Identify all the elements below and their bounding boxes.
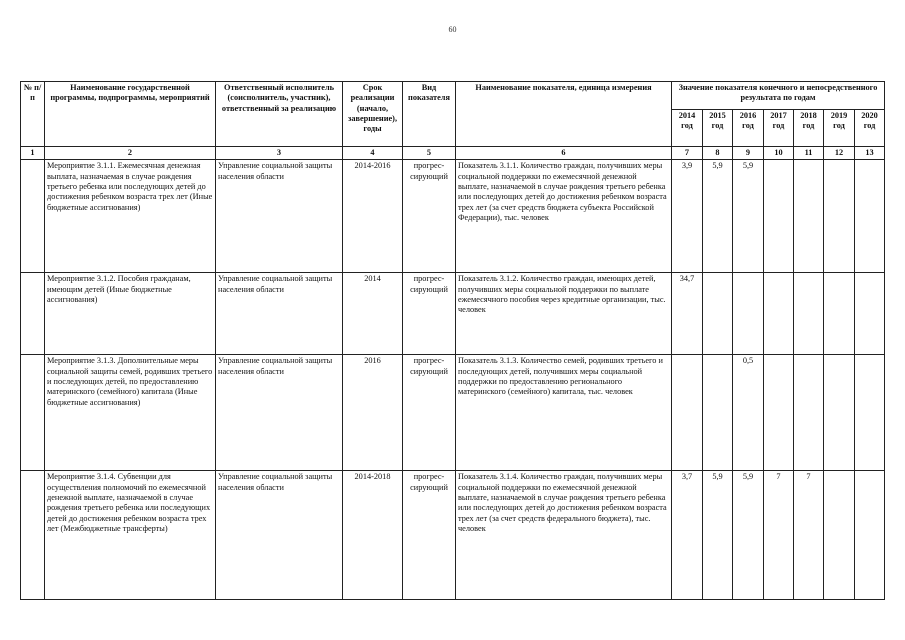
value-2014: 34,7 [672, 273, 703, 355]
row-num [21, 471, 45, 600]
value-2017: 7 [764, 471, 794, 600]
responsible-executor: Управление социальной защиты населения области [216, 160, 343, 273]
value-2017 [764, 160, 794, 273]
value-2017 [764, 355, 794, 471]
responsible-executor: Управление социальной защиты населения области [216, 471, 343, 600]
column-numbers-row [21, 147, 885, 160]
indicator-kind: прогрес-сирующий [403, 471, 456, 600]
measure-name: Мероприятие 3.1.4. Субвенции для осуществления полномочий по ежемесячной денежной выплате, назначаемой в случае рождения третьего ребенка или последующих детей до достижения ребенком возраста трех лет (Межбюджетные трансферты) [45, 471, 216, 600]
indicator-name: Показатель 3.1.2. Количество граждан, имеющих детей, получивших меры социальной поддержки по выплате ежемесячного пособия через кредитные организации, тыс. человек [456, 273, 672, 355]
column-number: 3 [216, 147, 343, 160]
column-number: 4 [343, 147, 403, 160]
row-num [21, 273, 45, 355]
measure-name: Мероприятие 3.1.2. Пособия гражданам, имеющим детей (Иные бюджетные ассигнования) [45, 273, 216, 355]
indicator-kind: прогрес-сирующий [403, 355, 456, 471]
value-2020 [855, 355, 885, 471]
page-number: 60 [448, 25, 457, 34]
implementation-period: 2014-2016 [343, 160, 403, 273]
value-2019 [824, 273, 855, 355]
header-col-num: № п/п [21, 82, 45, 147]
column-number: 8 [703, 147, 733, 160]
value-2015 [703, 355, 733, 471]
value-2014 [672, 355, 703, 471]
value-2018 [794, 355, 824, 471]
value-2020 [855, 273, 885, 355]
value-2016: 5,9 [733, 471, 764, 600]
table-row [21, 471, 885, 600]
column-number: 6 [456, 147, 672, 160]
column-number: 7 [672, 147, 703, 160]
indicator-name: Показатель 3.1.3. Количество семей, родивших третьего и последующих детей, получивших меры социальной поддержки по предоставлению регионального материнского (семейного) капитала, тыс. человек [456, 355, 672, 471]
value-2016: 5,9 [733, 160, 764, 273]
implementation-period: 2014-2018 [343, 471, 403, 600]
header-year-2017: 2017 год [764, 110, 794, 147]
value-2020 [855, 160, 885, 273]
implementation-period: 2016 [343, 355, 403, 471]
indicator-name: Показатель 3.1.1. Количество граждан, получивших меры социальной поддержки по ежемесячной денежной выплате, назначаемой в случае рождения третьего ребенка или последующих детей до достижения ребенком возраста трех лет (за счет средств бюджета субъекта Российской Федерации), тыс. человек [456, 160, 672, 273]
column-number: 1 [21, 147, 45, 160]
header-values-group: Значение показателя конечного и непосредственного результата по годам [672, 82, 885, 110]
measure-name: Мероприятие 3.1.1. Ежемесячная денежная выплата, назначаемая в случае рождения третьего ребенка или последующих детей до достижения ребенком возраста трех лет (Иные бюджетные ассигнования) [45, 160, 216, 273]
value-2017 [764, 273, 794, 355]
value-2018 [794, 273, 824, 355]
implementation-period: 2014 [343, 273, 403, 355]
row-num [21, 160, 45, 273]
indicators-table [20, 81, 885, 600]
measure-name: Мероприятие 3.1.3. Дополнительные меры социальной защиты семей, родивших третьего и последующих детей, по предоставлению материнского (семейного) капитала (Иные бюджетные ассигнования) [45, 355, 216, 471]
value-2015 [703, 273, 733, 355]
responsible-executor: Управление социальной защиты населения области [216, 355, 343, 471]
header-year-2015: 2015 год [703, 110, 733, 147]
responsible-executor: Управление социальной защиты населения области [216, 273, 343, 355]
header-col-kind: Вид показателя [403, 82, 456, 147]
value-2018 [794, 160, 824, 273]
header-year-2020: 2020 год [855, 110, 885, 147]
header-year-2018: 2018 год [794, 110, 824, 147]
row-num [21, 355, 45, 471]
value-2020 [855, 471, 885, 600]
value-2014: 3,7 [672, 471, 703, 600]
indicator-kind: прогрес-сирующий [403, 273, 456, 355]
header-year-2019: 2019 год [824, 110, 855, 147]
column-number: 2 [45, 147, 216, 160]
table-row [21, 160, 885, 273]
indicator-name: Показатель 3.1.4. Количество граждан, получивших меры социальной поддержки по ежемесячной денежной выплате, назначаемой в случае рождения третьего ребенка или последующих детей до достижения ребенком возраста трех лет (за счет средств федерального бюджета), тыс. человек [456, 471, 672, 600]
indicator-kind: прогрес-сирующий [403, 160, 456, 273]
value-2015: 5,9 [703, 160, 733, 273]
header-col-name: Наименование государственной программы, подпрограммы, мероприятий [45, 82, 216, 147]
table-row [21, 355, 885, 471]
header-col-period: Срок реализации (начало, завершение), годы [343, 82, 403, 147]
column-number: 10 [764, 147, 794, 160]
table-row [21, 273, 885, 355]
value-2018: 7 [794, 471, 824, 600]
value-2015: 5,9 [703, 471, 733, 600]
column-number: 11 [794, 147, 824, 160]
header-row [21, 82, 885, 110]
header-col-executor: Ответственный исполнитель (соисполнитель, участник), ответственный за реализацию [216, 82, 343, 147]
value-2014: 3,9 [672, 160, 703, 273]
value-2019 [824, 160, 855, 273]
value-2016: 0,5 [733, 355, 764, 471]
column-number: 9 [733, 147, 764, 160]
value-2019 [824, 355, 855, 471]
header-year-2014: 2014 год [672, 110, 703, 147]
value-2019 [824, 471, 855, 600]
header-col-indicator: Наименование показателя, единица измерения [456, 82, 672, 147]
value-2016 [733, 273, 764, 355]
column-number: 13 [855, 147, 885, 160]
column-number: 12 [824, 147, 855, 160]
header-year-2016: 2016 год [733, 110, 764, 147]
column-number: 5 [403, 147, 456, 160]
